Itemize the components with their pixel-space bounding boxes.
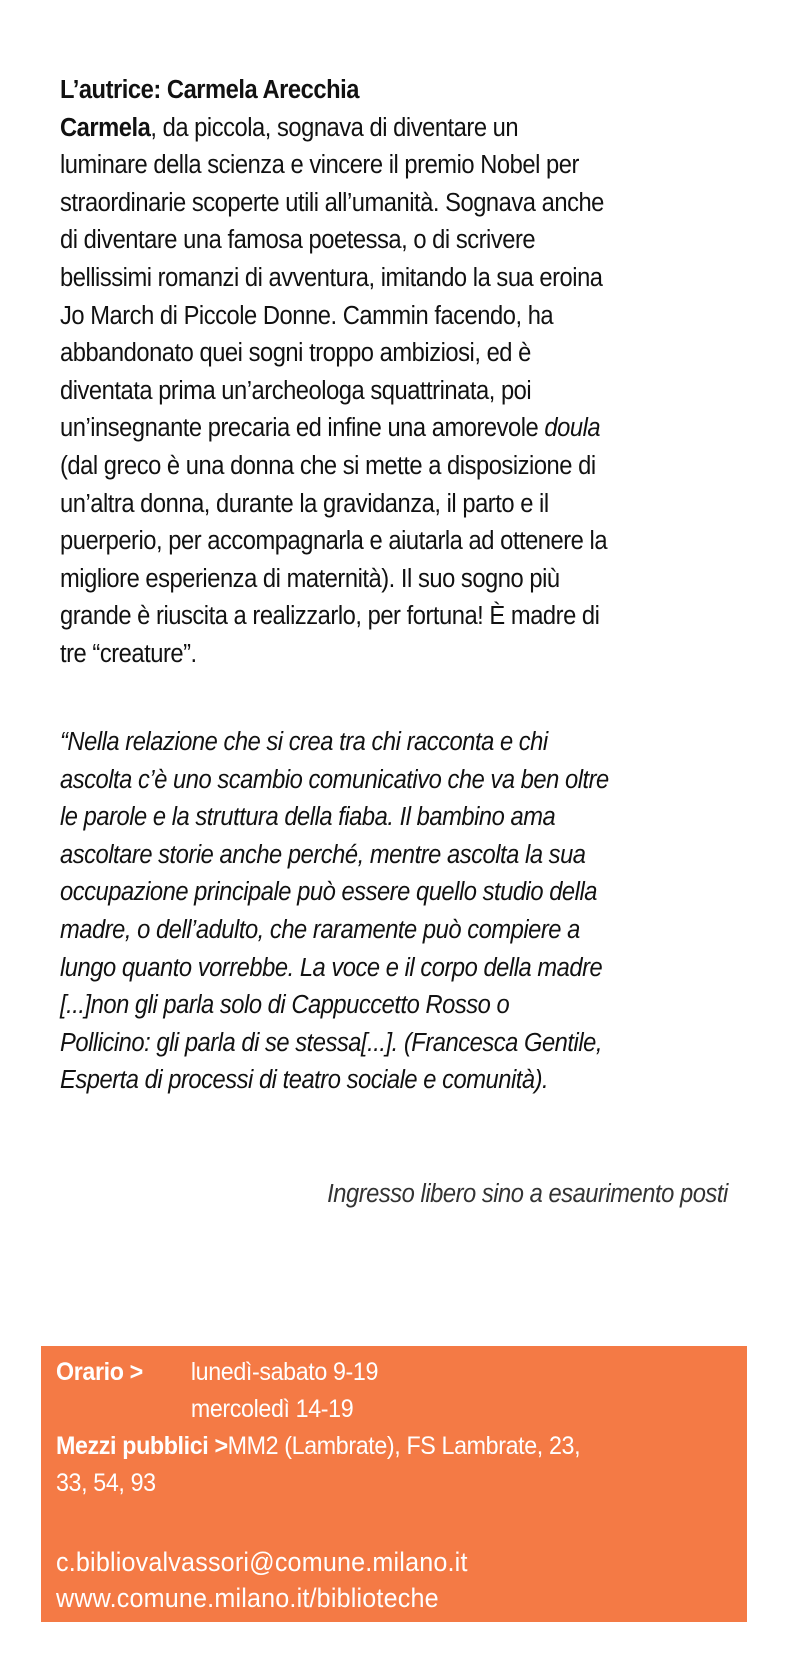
quote-line: ascoltare storie anche perché, mentre ascolta la sua [60, 840, 586, 869]
quote-line: lungo quanto vorrebbe. La voce e il corpo della madre [60, 953, 603, 982]
author-first-name: Carmela [60, 113, 151, 142]
quote-line: Pollicino: gli parla di se stessa[...]. (Francesca Gentile, [60, 1028, 602, 1057]
quote-line: le parole e la struttura della fiaba. Il bambino ama [60, 803, 556, 832]
transport-label: Mezzi pubblici > [56, 1432, 228, 1460]
bio-line: tre “creature”. [60, 639, 197, 668]
email-link[interactable]: c.bibliovalvassori@comune.milano.it [56, 1547, 468, 1577]
contacts [56, 1544, 468, 1616]
bio-line: bellissimi romanzi di avventura, imitando la sua eroina [60, 263, 603, 292]
bio-line-text: un’insegnante precaria ed infine una amorevole [60, 414, 545, 443]
orario-row-2 [56, 1391, 735, 1428]
bio-line [60, 110, 736, 148]
quote-line: ascolta c’è uno scambio comunicativo che va ben oltre [60, 765, 609, 794]
quote-line: Esperta di processi di teatro sociale e comunità). [60, 1066, 549, 1095]
orario-row [56, 1354, 735, 1391]
bio-line: straordinarie scoperte utili all’umanità. Sognava anche [60, 188, 604, 217]
transport-row [56, 1428, 735, 1465]
bio-line: (dal greco è una donna che si mette a disposizione di [60, 451, 596, 480]
bio-line-text: , da piccola, sognava di diventare un [150, 113, 519, 142]
quote-line: [...]non gli parla solo di Cappuccetto Rosso o [60, 991, 510, 1020]
bio-line: luminare della scienza e vincere il premio Nobel per [60, 151, 579, 180]
orario-wednesday: mercoledì 14-19 [190, 1395, 354, 1423]
quote-block [60, 724, 736, 1100]
info-footer [41, 1346, 747, 1622]
bio-line: grande è riuscita a realizzarlo, per fortuna! È madre di [60, 602, 600, 631]
quote-line: occupazione principale può essere quello studio della [60, 878, 598, 907]
transport-row-2 [56, 1465, 735, 1502]
orario-spacer [56, 1391, 191, 1428]
author-bio [60, 72, 689, 674]
author-bio-text [60, 110, 736, 674]
quote-line: madre, o dell’adulto, che raramente può compiere a [60, 915, 580, 944]
bio-line: di diventare una famosa poetessa, o di scrivere [60, 226, 536, 255]
bio-line: migliore esperienza di maternità). Il suo sogno più [60, 564, 560, 593]
quote-line: “Nella relazione che si crea tra chi racconta e chi [60, 728, 548, 756]
bio-line: diventata prima un’archeologa squattrinata, poi [60, 376, 532, 405]
orario-label: Orario > [56, 1358, 143, 1386]
bio-line: Jo March di Piccole Donne. Cammin facendo, ha [60, 301, 554, 330]
website-link[interactable]: www.comune.milano.it/biblioteche [56, 1583, 439, 1613]
transport-value: MM2 (Lambrate), FS Lambrate, 23, [227, 1432, 581, 1460]
bio-line: un’altra donna, durante la gravidanza, il parto e il [60, 489, 549, 518]
orario-weekdays: lunedì-sabato 9-19 [190, 1358, 379, 1386]
bio-line: abbandonato quei sogni troppo ambiziosi, ed è [60, 339, 531, 368]
doula-term: doula [544, 414, 601, 443]
free-entry-note: Ingresso libero sino a esaurimento posti [327, 1180, 728, 1208]
schedule-info [56, 1354, 735, 1502]
transport-value-cont: 33, 54, 93 [56, 1469, 156, 1497]
author-heading: L’autrice: Carmela Arecchia [60, 76, 359, 104]
bio-line [60, 410, 736, 448]
bio-line: puerperio, per accompagnarla e aiutarla ad ottenere la [60, 527, 608, 556]
